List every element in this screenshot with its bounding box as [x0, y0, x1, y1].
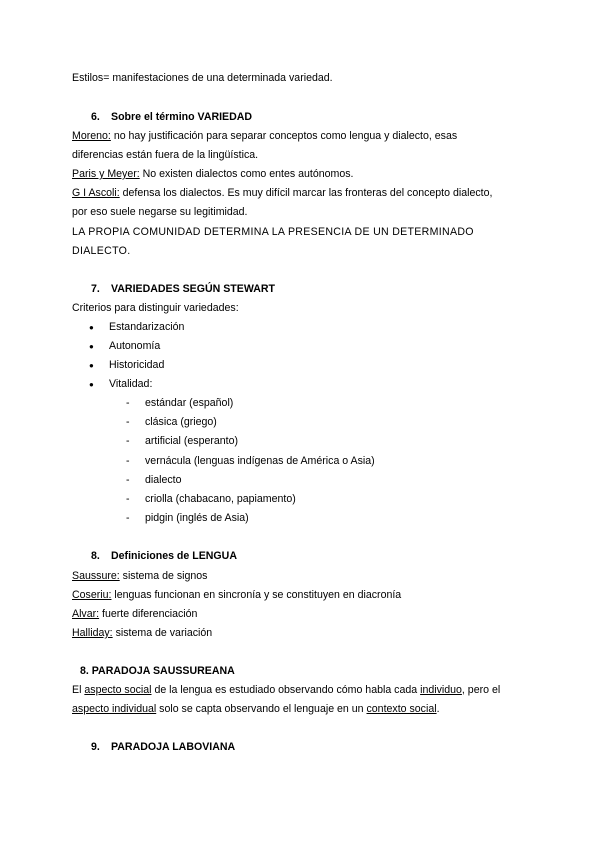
- definition-text: fuerte diferenciación: [99, 608, 198, 620]
- paris-meyer-text: No existen dialectos como entes autónomos.: [139, 168, 354, 180]
- definition-line: [72, 627, 212, 640]
- criteria-line: Criterios para distinguir variedades:: [72, 302, 239, 314]
- text-run: El: [72, 684, 85, 696]
- text-run: .: [436, 703, 440, 715]
- bullet-item: ● Autonomía: [109, 340, 160, 353]
- section-8-heading: [91, 550, 237, 563]
- section-8-title: Definiciones de LENGUA: [111, 550, 237, 562]
- section-9-title: PARADOJA LABOVIANA: [111, 741, 236, 753]
- bullet-item: ● Historicidad: [109, 359, 164, 372]
- moreno-line: [72, 130, 457, 143]
- section-6-number: 6.: [91, 111, 100, 123]
- sub-item: - artificial (esperanto): [145, 435, 238, 448]
- section-7-heading: [91, 283, 275, 296]
- bullet-item: ● Vitalidad:: [109, 378, 152, 391]
- saussurean-paradox-line-1: [72, 684, 500, 697]
- text-run: , pero el: [461, 684, 501, 696]
- section-6-title: Sobre el término VARIEDAD: [111, 111, 253, 123]
- caps-statement-line-2: DIALECTO.: [72, 245, 131, 257]
- ascoli-continuation: por eso suele negarse su legitimidad.: [72, 206, 248, 218]
- section-6-heading: [91, 111, 252, 124]
- section-9-number: 9.: [91, 741, 100, 753]
- moreno-label: Moreno:: [72, 130, 111, 142]
- underlined-term: aspecto social: [84, 684, 152, 696]
- definition-author: Coseriu:: [72, 589, 112, 601]
- sub-item: - estándar (español): [145, 397, 233, 410]
- sub-item: - vernácula (lenguas indígenas de América o Asia): [145, 455, 375, 468]
- text-run: de la lengua es estudiado observando cómo habla cada: [151, 684, 421, 696]
- definition-author: Alvar:: [72, 608, 100, 620]
- sub-item: - clásica (griego): [145, 416, 217, 429]
- saussurean-paradox-heading: 8. PARADOJA SAUSSUREANA: [80, 665, 235, 677]
- ascoli-line: [72, 187, 492, 200]
- paris-meyer-label: Paris y Meyer:: [72, 168, 140, 180]
- underlined-term: aspecto individual: [72, 703, 157, 715]
- bullet-item: ● Estandarización: [109, 321, 184, 334]
- intro-line: Estilos= manifestaciones de una determinada variedad.: [72, 72, 333, 84]
- moreno-continuation: diferencias están fuera de la lingüística.: [72, 149, 259, 161]
- ascoli-label: G I Ascoli:: [72, 187, 120, 199]
- definition-author: Halliday:: [72, 627, 113, 639]
- definition-line: [72, 570, 207, 583]
- moreno-text: no hay justificación para separar conceptos como lengua y dialecto, esas: [110, 130, 458, 142]
- caps-statement-line-1: LA PROPIA COMUNIDAD DETERMINA LA PRESENCIA DE UN DETERMINADO: [72, 226, 474, 238]
- ascoli-text: defensa los dialectos. Es muy difícil marcar las fronteras del concepto dialecto,: [119, 187, 493, 199]
- definition-text: sistema de variación: [112, 627, 213, 639]
- paris-meyer-line: [72, 168, 353, 181]
- definition-text: sistema de signos: [119, 570, 208, 582]
- sub-item: - criolla (chabacano, papiamento): [145, 493, 296, 506]
- section-9-heading: [91, 741, 235, 754]
- text-run: solo se capta observando el lenguaje en un: [156, 703, 367, 715]
- definition-author: Saussure:: [72, 570, 120, 582]
- underlined-term: individuo: [420, 684, 462, 696]
- section-8-number: 8.: [91, 550, 100, 562]
- saussurean-paradox-line-2: [72, 703, 440, 716]
- section-7-title: VARIEDADES SEGÚN STEWART: [111, 283, 276, 295]
- sub-item: - pidgin (inglés de Asia): [145, 512, 249, 525]
- definition-line: [72, 589, 401, 602]
- underlined-term: contexto social: [366, 703, 437, 715]
- section-7-number: 7.: [91, 283, 100, 295]
- definition-line: [72, 608, 197, 621]
- definition-text: lenguas funcionan en sincronía y se constituyen en diacronía: [111, 589, 402, 601]
- sub-item: - dialecto: [145, 474, 182, 487]
